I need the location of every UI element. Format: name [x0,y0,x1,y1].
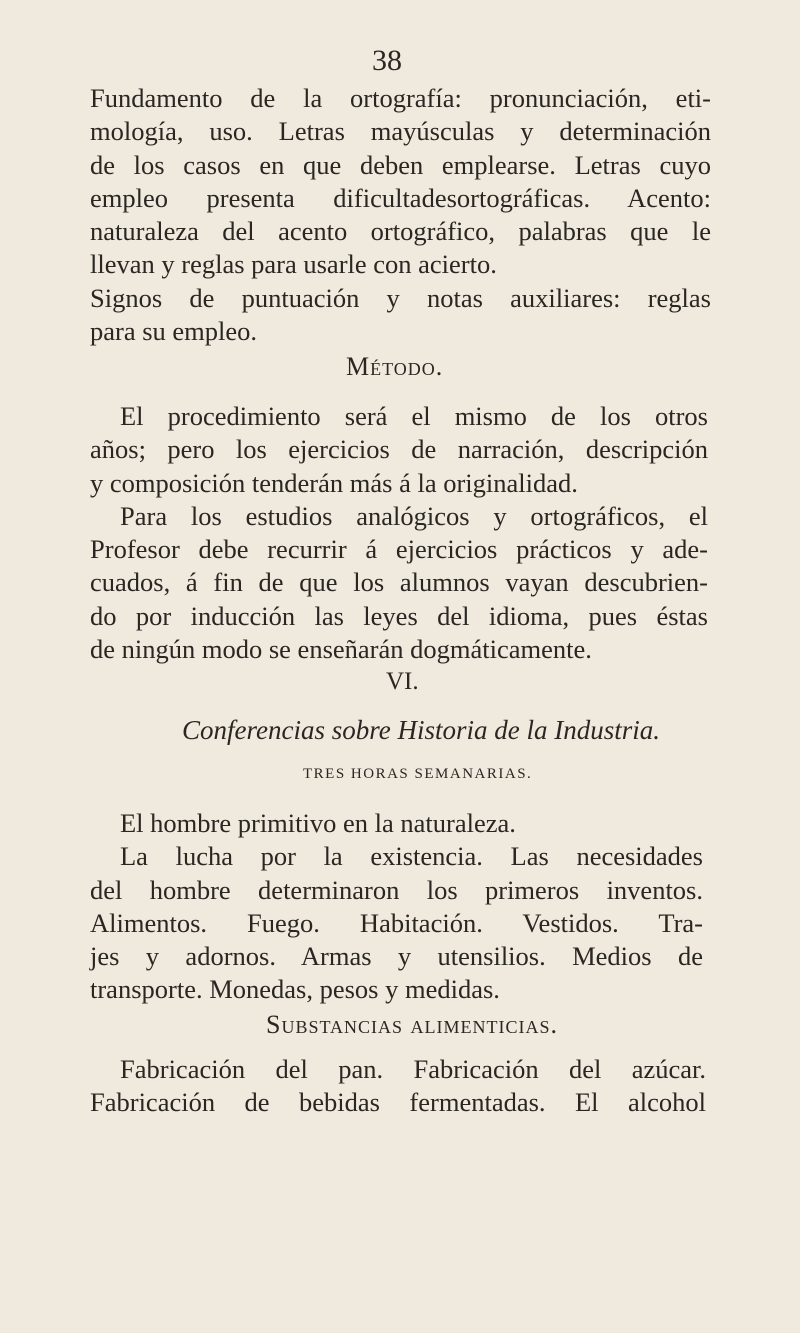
text-line: del hombre determinaron los primeros inventos. [90,874,703,905]
text-line: do por inducción las leyes del idioma, pues éstas [90,600,708,631]
text-line: de los casos en que deben emplearse. Letras cuyo [90,149,711,180]
text-line: empleo presenta dificultadesortográficas. Acento: [90,182,711,213]
text-line: jes y adornos. Armas y utensilios. Medios de [90,941,703,972]
text-line: Fabricación de bebidas fermentadas. El alcohol [90,1087,706,1118]
paragraph-ortografia [90,82,711,348]
text-line: El procedimiento será el mismo de los otros [120,401,708,431]
text-line: llevan y reglas para usarle con acierto. [90,249,497,280]
text-line: años; pero los ejercicios de narración, descripción [90,434,708,465]
text-line: Alimentos. Fuego. Habitación. Vestidos. Tra- [90,907,703,938]
paragraph-substancias [90,1053,706,1120]
paragraph-industria [90,807,703,1007]
hours-subtitle: TRES HORAS SEMANARIAS. [303,766,533,782]
text-line: Para los estudios analógicos y ortográficos, el [120,500,708,531]
text-line: El hombre primitivo en la naturaleza. [120,808,516,838]
section-number: VI. [386,668,419,695]
text-line: para su empleo. [90,316,258,347]
text-line: Fundamento de la ortografía: pronunciación, eti- [90,83,711,113]
heading-substancias: Substancias alimenticias. [266,1010,559,1039]
text-line: Signos de puntuación y notas auxiliares: reglas [90,282,711,313]
text-line: cuados, á fin de que los alumnos vayan descubrien- [90,567,708,598]
text-line: La lucha por la existencia. Las necesidades [120,841,703,872]
page-number: 38 [372,44,402,77]
text-line: y composición tenderán más á la originalidad. [90,467,578,498]
text-line: naturaleza del acento ortográfico, palabras que le [90,216,711,247]
text-line: de ningún modo se enseñarán dogmáticamente. [90,634,592,665]
text-line: Profesor debe recurrir á ejercicios prácticos y ade- [90,534,708,565]
text-line: transporte. Monedas, pesos y medidas. [90,974,500,1005]
text-line: Fabricación del pan. Fabricación del azúcar. [120,1054,706,1084]
heading-metodo: Método. [346,352,444,381]
paragraph-metodo [90,400,708,666]
text-line: mología, uso. Letras mayúsculas y determinación [90,116,711,147]
section-title: Conferencias sobre Historia de la Industria. [182,715,660,745]
